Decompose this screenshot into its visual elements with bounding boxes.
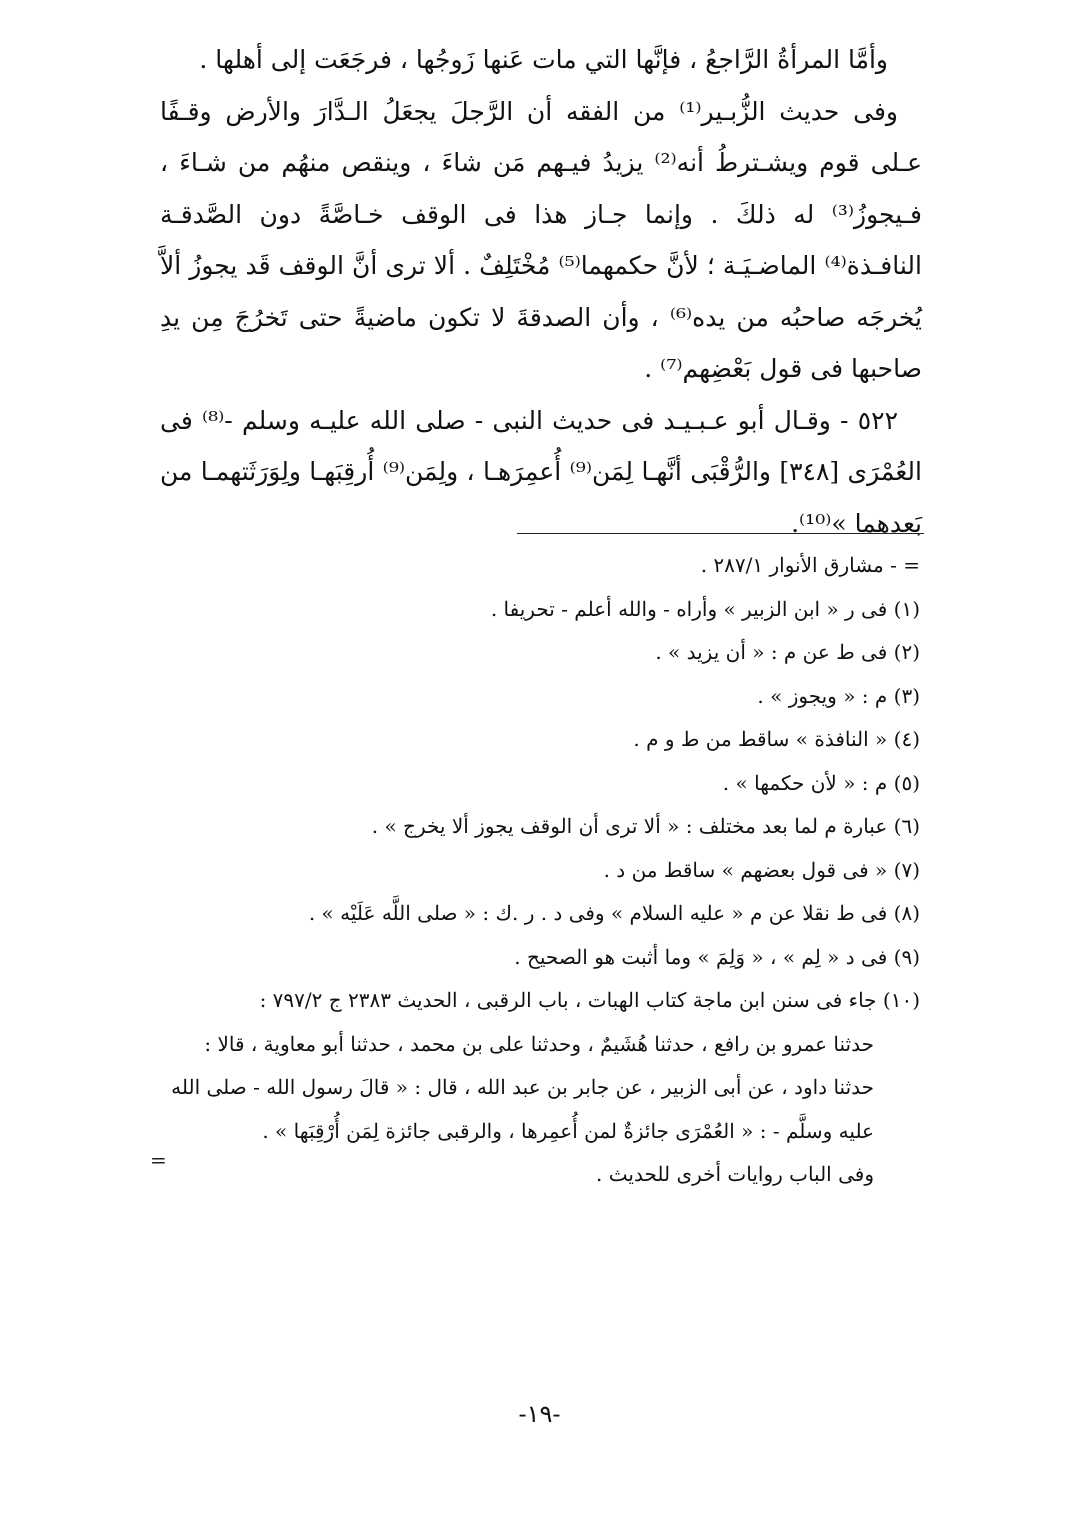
footnote-10-hadith-line-2: حدثنا داود ، عن أبى الزبير ، عن جابر بن عبد الله ، قال : « قالَ رسول الله - صلى الله [171,1075,874,1099]
paragraph-zubayr-hadith: وفى حديث الزُّبـير⁽¹⁾ من الفقه أن الرَّجلَ يجعَلُ الـدَّارَ والأرض وقـفًا عـلى قوم ويشـترطُ أنه⁽²⁾ يزيدُ فيـهم مَن شاءَ ، وينقص منهُم من شـاءَ ، فـيجوزُ⁽³⁾ له ذلكَ . وإنما جـاز هذا فى الوقف خـاصَّةً دون الصَّدقـة النافـذة⁽⁴⁾ الماضـيَـة ؛ لأنَّ حكمهما⁽⁵⁾ مُخْتَلِفٌ . ألا ترى أنَّ الوقف قَد يجوزُ ألاَّ يُخرجَه صاحبُه من يده⁽⁶⁾ ، وأن الصدقةَ لا تكون ماضيةً حتى تَخرُجَ مِن يدِ صاحبها فى قول بَعْضِهم⁽⁷⁾ . [160,96,923,383]
footnote-3: (٣) م : « ويجوز » . [757,683,920,708]
footnote-10-hadith-line-1: حدثنا عمرو بن رافع ، حدثنا هُشَيمٌ ، وحدثنا على بن محمد ، حدثنا أبو معاوية ، قالا : [204,1031,874,1056]
footnote-5: (٥) م : « لأن حكمها » . [722,770,920,795]
footnotes-block [150,544,920,1197]
footnote-separator-line [517,533,924,534]
paragraph-522-umra-ruqba: ٥٢٢ - وقـال أبو عـبـيـد فى حديث النبى - صلى الله عليـه وسلم -⁽⁸⁾ فى العُمْرَى [٣٤٨] والرُّقْبَى أنَّهـا لِمَن⁽⁹⁾ أُعمِرَهـا ، ولِمَن⁽⁹⁾ أُرقِبَهـا ولِوَرَثَتهمـا من بَعدهما »⁽¹⁰⁾. [160,405,922,538]
footnote-2: (٢) فى ط عن م : « أن يزيد » . [655,640,920,664]
continuation-mark: = [150,1148,167,1172]
footnote-4: (٤) « النافذة » ساقط من ط و م . [633,727,920,751]
footnote-9: (٩) فى د « لِم » ، « وَلِمَ » وما أثبت هو الصحيح . [514,944,920,969]
footnote-6: (٦) عبارة م لما بعد مختلف : « ألا ترى أن الوقف يجوز ألا يخرج » . [371,814,920,838]
footnote-8: (٨) فى ط نقلا عن م « عليه السلام » وفى د . ر .ك : « صلى اللَّه عَلَيْه » . [308,901,920,925]
main-text-block [160,34,922,549]
footnote-10-hadith-line-4: وفى الباب روايات أخرى للحديث . [596,1162,874,1186]
footnote-1: (١) فى ر « ابن الزبير » وأراه - والله أعلم - تحريفا . [490,596,920,621]
footnote-10-hadith-line-3: عليه وسلَّم - : « العُمْرَى جائزةٌ لمن أُعمِرها ، والرقبى جائزة لِمَن أُرْقِبَها » . [262,1118,874,1143]
footnote-7: (٧) « فى قول بعضهم » ساقط من د . [603,857,920,882]
page-number: -١٩- [518,1400,561,1428]
footnote-10: (١٠) جاء فى سنن ابن ماجة كتاب الهبات ، باب الرقبى ، الحديث ٢٣٨٣ ج ٧٩٧/٢ : [259,988,920,1012]
footnote-continuation: = - مشارق الأنوار ٢٨٧/١ . [700,553,920,577]
paragraph-widow-definition: وأمَّا المرأةُ الرَّاجعُ ، فإنَّها التي مات عَنها زَوجُها ، فرجَعَت إلى أهلها . [199,45,888,74]
